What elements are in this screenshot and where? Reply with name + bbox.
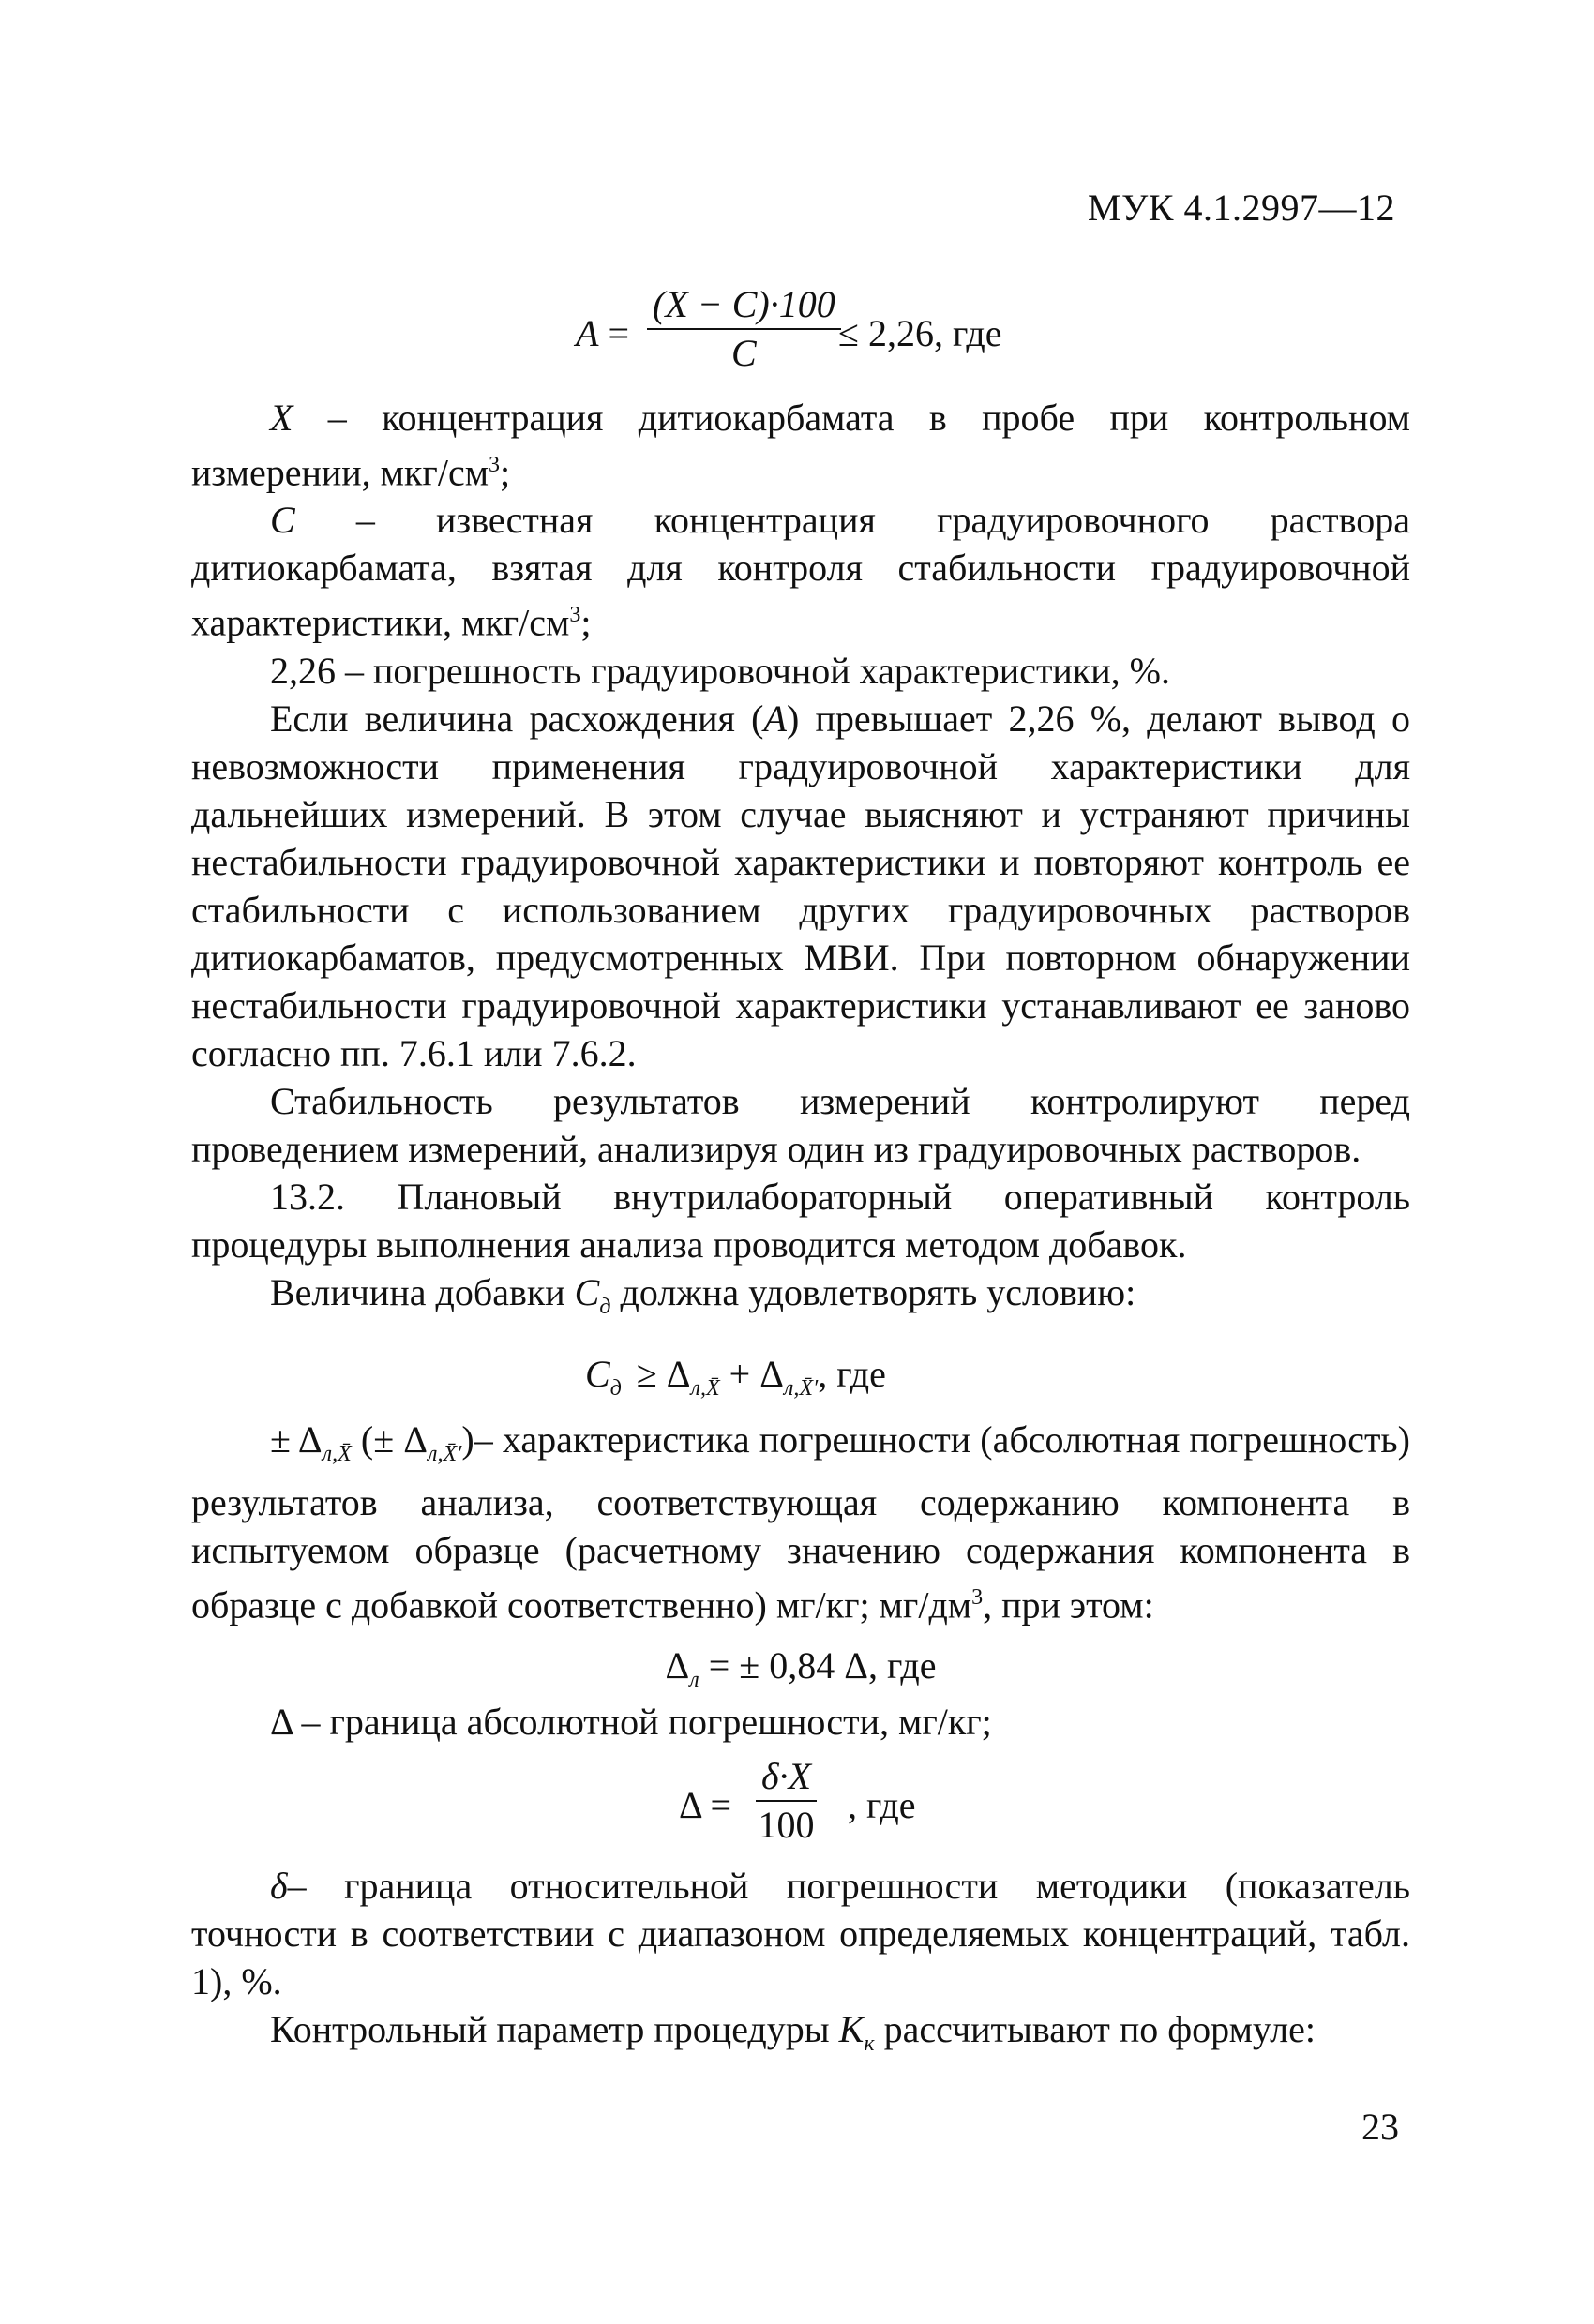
formula-lhs: A — [576, 312, 599, 354]
formula-tail: , где — [933, 312, 1002, 354]
formula-rhs: ≤ 2,26 — [838, 312, 934, 354]
definition-c: C – известная концентрация градуировочного раствора дитиокарбамата, взятая для контроля стабильности градуировочной характеристики, мкг/$см^3$; — [191, 499, 1410, 644]
definition-delta: Δ – граница абсолютной погрешности, мг/кг; — [270, 1700, 992, 1743]
page-body — [191, 272, 1410, 2068]
superscript-3: 3 — [489, 453, 501, 477]
formula-denominator: C — [731, 332, 757, 374]
formula-delta-l: $\Delta_л$ = ± 0,84 Δ, где — [665, 1643, 937, 1692]
formula-delta: Δ = $\frac{\delta\cdot X}{100}$ , где — [191, 1746, 1410, 1862]
superscript-3: 3 — [569, 603, 581, 628]
paragraph-relative-error: δ– граница относительной погрешности методики (показатель точности в соответствии с диапазоном определяемых концентраций, табл. 1), %. — [191, 1864, 1410, 2002]
definition-c-text: – известная концентрация градуировочного раствора дитиокарбамата, взятая для контроля стабильности градуировочной характеристики, мкг/см — [191, 499, 1410, 644]
definition-error: 2,26 – погрешность градуировочной характеристики, %. — [270, 649, 1170, 692]
document-code: МУК 4.1.2997—12 — [1087, 187, 1395, 229]
paragraph-control-parameter: Контрольный параметр процедуры $K_к$ рассчитывают по формуле: — [270, 2007, 1316, 2056]
formula-delta-fraction: $\frac{\delta\cdot X}{100}$ — [756, 1753, 817, 1849]
paragraph-discrepancy: Если величина расхождения (A) превышает 2,26 %, делают вывод о невозможности применения градуировочной характеристики для дальнейших измерений. В этом случае выясняют и устраняют причины нестабильности градуировочной характеристики и повторяют контроль ее стабильности с использованием других градуировочных растворов дитиокарбаматов, предусмотренных МВИ. При повторном обнаружении нестабильности градуировочной характеристики устанавливают ее заново согласно пп. 7.6.1 или 7.6.2. — [191, 697, 1410, 1074]
definition-x-text: – концентрация дитиокарбамата в пробе при контрольном измерении, мкг/см — [191, 397, 1410, 494]
paragraph-error-characteristic: ± $\Delta_{л,X̄}$ (± $\Delta_{л,X̄'})-$ характеристика погрешности (абсолютная погрешность) результатов анализа, соответствующая содержанию компонента в испытуемом образце (расчетному значению содержания компонента в образце с добавкой соответственно) мг/кг; $мг/дм^3$, при этом: — [191, 1417, 1410, 1626]
formula-discrepancy: A = $\frac{(X - C)\cdot 100}{C}$ ≤ 2,26, где — [191, 272, 1410, 394]
definition-x: X – концентрация дитиокарбамата в пробе при контрольном измерении, мкг/$см^3$; — [191, 397, 1410, 494]
paragraph-addition-size: Величина добавки $C_д$ должна удовлетворять условию: — [270, 1270, 1136, 1319]
formula-numerator: (X − C)·100 — [647, 281, 841, 330]
page-number: 23 — [1361, 2106, 1399, 2148]
formula-addition-condition: $C_д \ge \Delta_{л,X̄} + \Delta_{л,X̄'}$, где — [585, 1352, 886, 1401]
symbol-x: X — [270, 397, 293, 439]
paragraph-section-13-2: 13.2. Плановый внутрилабораторный оперативный контроль процедуры выполнения анализа проводится методом добавок. — [191, 1175, 1410, 1266]
paragraph-stability: Стабильность результатов измерений контролируют перед проведением измерений, анализируя один из градуировочных растворов. — [191, 1079, 1410, 1170]
formula-fraction — [647, 281, 841, 377]
symbol-c: C — [270, 499, 295, 542]
